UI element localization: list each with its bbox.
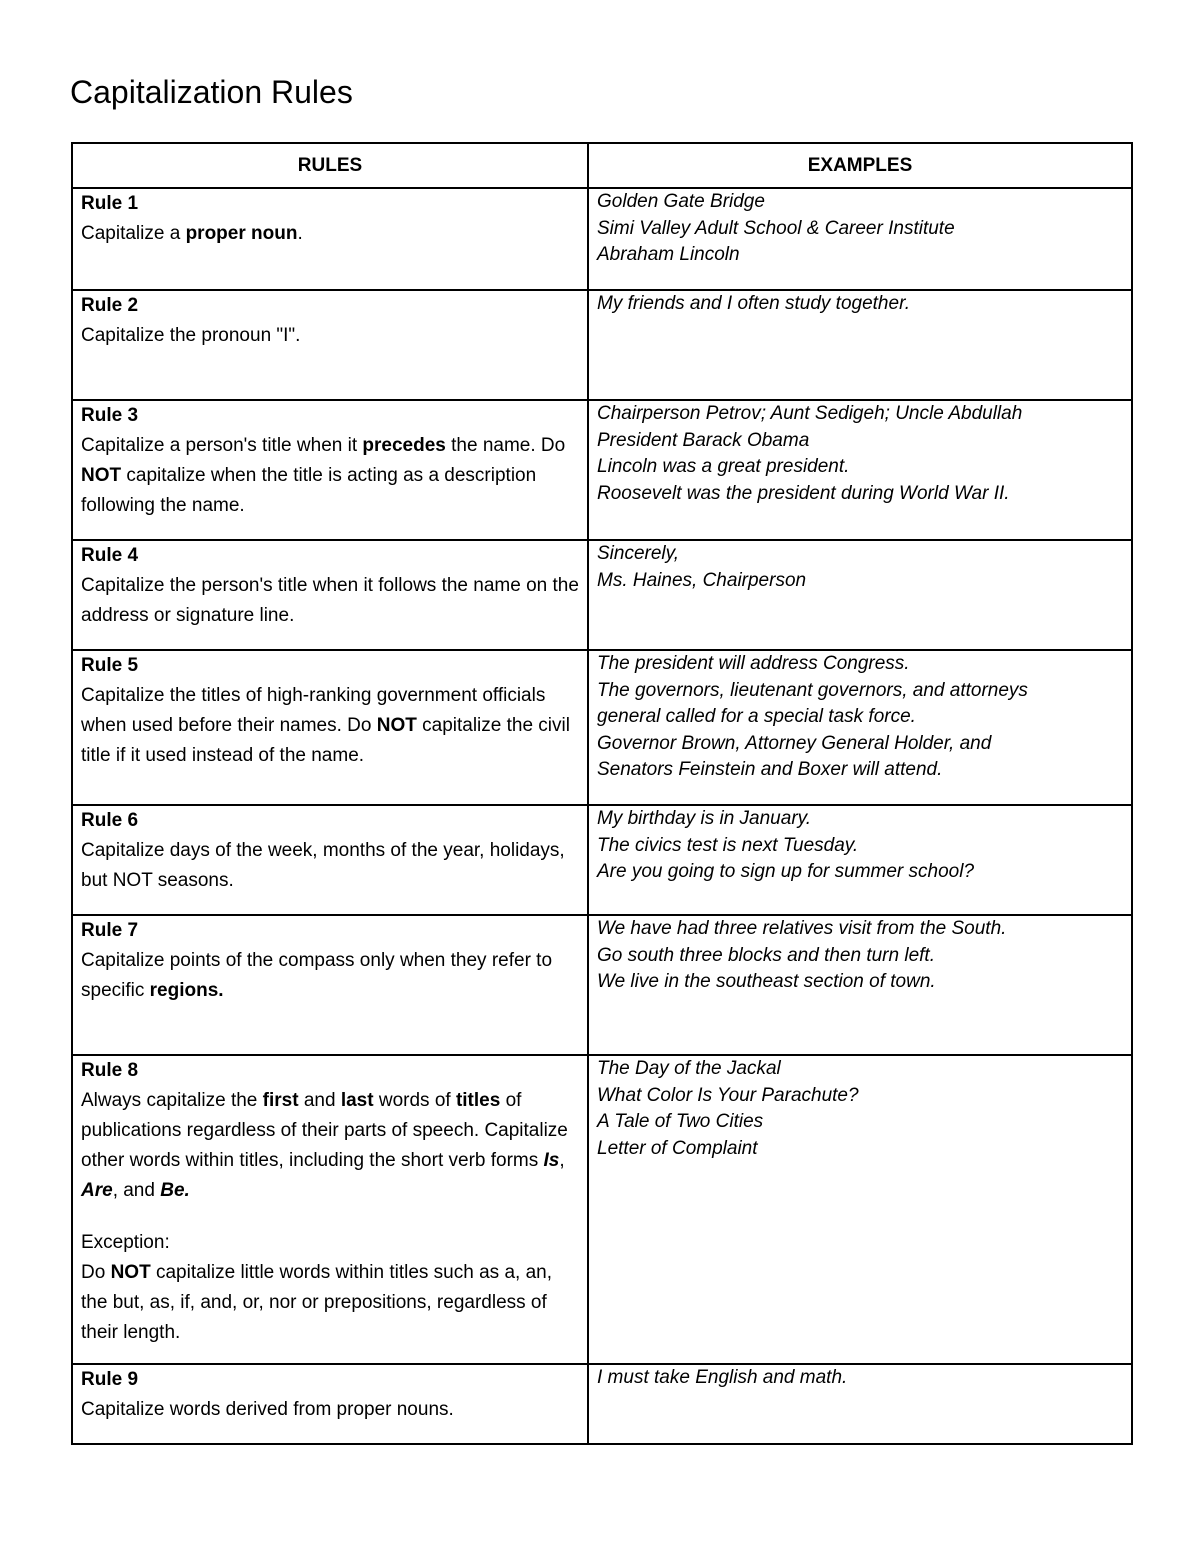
example-line: Golden Gate Bridge <box>597 191 765 212</box>
examples-cell <box>588 400 1132 540</box>
rule-title: Rule 5 <box>81 655 139 676</box>
rule-text: Capitalize a proper noun. <box>81 223 303 244</box>
rule-title: Rule 6 <box>81 810 139 831</box>
example-line: My birthday is in January. <box>597 808 812 829</box>
examples-cell <box>588 915 1132 1055</box>
example-line: The president will address Congress. <box>597 653 910 674</box>
examples-cell <box>588 188 1132 290</box>
example-line: Lincoln was a great president. <box>597 456 850 477</box>
rule-title: Rule 4 <box>81 545 139 566</box>
example-line: Abraham Lincoln <box>597 244 740 265</box>
example-line: Governor Brown, Attorney General Holder, and <box>597 732 992 754</box>
example-line: Letter of Complaint <box>597 1137 758 1159</box>
examples-cell <box>588 650 1132 805</box>
rule-title: Rule 3 <box>81 405 139 426</box>
table-row <box>72 188 1132 290</box>
examples-column-header: EXAMPLES <box>588 143 1132 188</box>
rule-cell <box>72 805 588 915</box>
rule-text: Always capitalize the first and last words of titles of publications regardless of their parts of speech. Capitalize other words within titles, including the short verb forms Is, Are, and Be. <box>81 1090 568 1201</box>
example-line: What Color Is Your Parachute? <box>597 1084 859 1106</box>
rule-title: Rule 1 <box>81 193 139 214</box>
example-line: Chairperson Petrov; Aunt Sedigeh; Uncle Abdullah <box>597 403 1023 424</box>
rule-cell <box>72 1055 588 1364</box>
rule-text: Capitalize the person's title when it follows the name on the address or signature line. <box>81 575 579 626</box>
rule-cell <box>72 400 588 540</box>
example-line: My friends and I often study together. <box>597 293 910 314</box>
examples-cell <box>588 1364 1132 1444</box>
rule-title: Rule 7 <box>81 920 139 941</box>
example-line: I must take English and math. <box>597 1367 848 1388</box>
rule-cell <box>72 650 588 805</box>
rule-text: Capitalize days of the week, months of the year, holidays, but NOT seasons. <box>81 840 565 891</box>
example-line: Senators Feinstein and Boxer will attend. <box>597 759 943 780</box>
examples-cell <box>588 540 1132 650</box>
rule-text: Capitalize the pronoun "I". <box>81 325 301 346</box>
exception-text: Do NOT capitalize little words within titles such as a, an, the but, as, if, and, or, nor or prepositions, regardless of their length. <box>81 1262 552 1343</box>
example-line: The governors, lieutenant governors, and attorneys <box>597 679 1028 701</box>
examples-cell <box>588 1055 1132 1364</box>
table-row <box>72 540 1132 650</box>
table-row <box>72 915 1132 1055</box>
example-line: Ms. Haines, Chairperson <box>597 569 807 591</box>
rule-title: Rule 9 <box>81 1369 139 1390</box>
example-line: Simi Valley Adult School & Career Institute <box>597 217 955 239</box>
page-title: Capitalization Rules <box>70 74 353 110</box>
rule-text: Capitalize points of the compass only when they refer to specific regions. <box>81 950 553 1001</box>
rules-column-header: RULES <box>72 143 588 188</box>
examples-cell <box>588 805 1132 915</box>
example-line: Are you going to sign up for summer school? <box>597 861 975 882</box>
exception-label: Exception: <box>81 1232 170 1253</box>
examples-cell <box>588 290 1132 400</box>
example-line: The Day of the Jackal <box>597 1058 781 1079</box>
example-line: We have had three relatives visit from the South. <box>597 918 1007 939</box>
table-header-row <box>72 143 1132 188</box>
table-row <box>72 1364 1132 1444</box>
rule-text: Capitalize a person's title when it precedes the name. Do NOT capitalize when the title is acting as a description following the name. <box>81 435 566 516</box>
example-line: general called for a special task force. <box>597 706 916 727</box>
table-row <box>72 1055 1132 1364</box>
example-line: Go south three blocks and then turn left. <box>597 944 935 966</box>
example-line: President Barack Obama <box>597 429 810 451</box>
example-line: A Tale of Two Cities <box>597 1111 764 1132</box>
table-row <box>72 290 1132 400</box>
rule-cell <box>72 290 588 400</box>
capitalization-rules-table <box>71 142 1133 1445</box>
table-row <box>72 650 1132 805</box>
table-row <box>72 805 1132 915</box>
rule-text: Capitalize words derived from proper nouns. <box>81 1399 454 1420</box>
table-row <box>72 400 1132 540</box>
rule-cell <box>72 1364 588 1444</box>
example-line: Roosevelt was the president during World War II. <box>597 482 1010 504</box>
rule-cell <box>72 540 588 650</box>
example-line: Sincerely, <box>597 543 680 564</box>
rule-text: Capitalize the titles of high-ranking government officials when used before their names. Do NOT capitalize the civil title if it used instead of the name. <box>81 685 570 766</box>
example-line: The civics test is next Tuesday. <box>597 834 859 856</box>
rule-cell <box>72 915 588 1055</box>
rule-title: Rule 2 <box>81 295 139 316</box>
rule-title: Rule 8 <box>81 1060 139 1081</box>
example-line: We live in the southeast section of town. <box>597 971 936 992</box>
rule-cell <box>72 188 588 290</box>
